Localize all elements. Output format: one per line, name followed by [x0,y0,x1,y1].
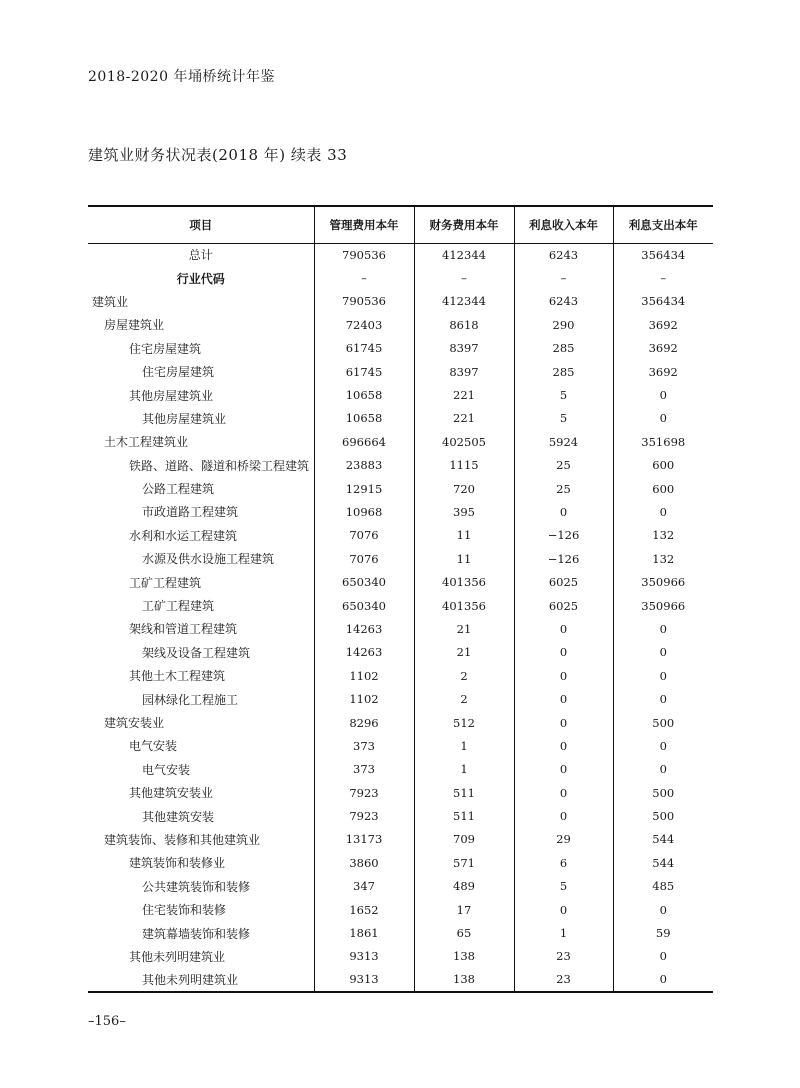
interest-income-cell: 285 [514,337,613,360]
row-label: 铁路、道路、隧道和桥梁工程建筑 [129,458,310,473]
column-header-interest-income: 利息收入本年 [514,206,613,243]
finance-expense-cell: 11 [414,524,514,547]
row-label: 总计 [188,248,213,263]
financial-table [88,205,713,993]
table-row [88,500,713,523]
table-caption: 建筑业财务状况表(2018 年) 续表 33 [88,146,348,164]
table-row [88,383,713,406]
interest-expense-cell: 500 [613,804,713,827]
interest-expense-cell: 351698 [613,430,713,453]
interest-expense-cell: 0 [613,734,713,757]
table-row [88,524,713,547]
admin-expense-cell: 13173 [314,828,414,851]
finance-expense-cell: 412344 [414,243,514,266]
admin-expense-cell: 347 [314,875,414,898]
admin-expense-cell: 61745 [314,360,414,383]
column-header-interest-expense: 利息支出本年 [613,206,713,243]
interest-income-cell: 0 [514,711,613,734]
admin-expense-cell: 9313 [314,945,414,968]
table-row [88,641,713,664]
interest-income-cell: 0 [514,898,613,921]
interest-expense-cell: 0 [613,758,713,781]
interest-income-cell: 5 [514,407,613,430]
admin-expense-cell: 10968 [314,500,414,523]
interest-expense-cell: 0 [613,687,713,710]
interest-expense-cell: 350966 [613,570,713,593]
interest-income-cell: 23 [514,968,613,991]
row-label: 建筑安装业 [104,716,165,730]
admin-expense-cell: 650340 [314,570,414,593]
row-label: 公路工程建筑 [142,482,215,497]
row-label: 行业代码 [176,271,225,286]
table-body [88,243,713,992]
interest-income-cell: 290 [514,313,613,336]
finance-expense-cell: 8397 [414,360,514,383]
interest-expense-cell: 485 [613,875,713,898]
row-label: 架线及设备工程建筑 [142,645,251,660]
admin-expense-cell: 373 [314,758,414,781]
finance-expense-cell: 489 [414,875,514,898]
finance-expense-cell: 720 [414,477,514,500]
row-label: 水源及供水设施工程建筑 [142,552,275,567]
finance-expense-cell: 401356 [414,570,514,593]
interest-expense-cell: 0 [613,898,713,921]
row-label: 园林绿化工程施工 [142,692,239,707]
interest-income-cell: 0 [514,734,613,757]
table-row [88,407,713,430]
table-row [88,477,713,500]
interest-income-cell: 6025 [514,570,613,593]
interest-expense-cell: 356434 [613,290,713,313]
interest-expense-cell: 59 [613,921,713,944]
table-row [88,875,713,898]
row-label: 工矿工程建筑 [129,575,202,590]
admin-expense-cell: 7076 [314,547,414,570]
admin-expense-cell: 3860 [314,851,414,874]
interest-income-cell: 0 [514,758,613,781]
finance-expense-cell: 1 [414,758,514,781]
interest-expense-cell: 3692 [613,360,713,383]
interest-income-cell: 0 [514,804,613,827]
table-row [88,758,713,781]
interest-income-cell: −126 [514,524,613,547]
row-label: 住宅装饰和装修 [142,903,227,918]
interest-income-cell: 5924 [514,430,613,453]
interest-income-cell: 29 [514,828,613,851]
interest-expense-cell: 600 [613,454,713,477]
admin-expense-cell: 696664 [314,430,414,453]
finance-expense-cell: 221 [414,383,514,406]
interest-expense-cell: 500 [613,781,713,804]
admin-expense-cell: 1652 [314,898,414,921]
row-label: 其他房屋建筑业 [129,388,214,403]
interest-income-cell: −126 [514,547,613,570]
admin-expense-cell: 790536 [314,243,414,266]
column-header-admin-expense: 管理费用本年 [314,206,414,243]
interest-income-cell: 6 [514,851,613,874]
table-header-row [88,206,713,243]
row-label: 建筑幕墙装饰和装修 [142,926,251,941]
finance-expense-cell: 511 [414,781,514,804]
table-row [88,828,713,851]
row-label: 住宅房屋建筑 [142,365,215,380]
table-row [88,781,713,804]
interest-expense-cell: 0 [613,500,713,523]
finance-expense-cell: 2 [414,664,514,687]
interest-income-cell: 5 [514,875,613,898]
admin-expense-cell: 14263 [314,641,414,664]
finance-expense-cell: 8618 [414,313,514,336]
table-row [88,313,713,336]
admin-expense-cell: 1102 [314,664,414,687]
interest-income-cell: 0 [514,617,613,640]
row-label: 电气安装 [129,739,178,754]
finance-expense-cell: 401356 [414,594,514,617]
interest-income-cell: 285 [514,360,613,383]
finance-expense-cell: 511 [414,804,514,827]
finance-expense-cell: 8397 [414,337,514,360]
interest-expense-cell: 350966 [613,594,713,617]
table-row [88,290,713,313]
finance-expense-cell: – [414,266,514,289]
finance-expense-cell: 395 [414,500,514,523]
table-row [88,266,713,289]
finance-expense-cell: 11 [414,547,514,570]
interest-income-cell: 23 [514,945,613,968]
admin-expense-cell: 1102 [314,687,414,710]
finance-expense-cell: 412344 [414,290,514,313]
interest-expense-cell: 0 [613,617,713,640]
finance-expense-cell: 402505 [414,430,514,453]
column-header-finance-expense: 财务费用本年 [414,206,514,243]
table-row [88,243,713,266]
admin-expense-cell: 72403 [314,313,414,336]
table-row [88,547,713,570]
interest-expense-cell: 0 [613,968,713,991]
row-label: 水利和水运工程建筑 [129,528,238,543]
interest-income-cell: 0 [514,687,613,710]
interest-income-cell: 6243 [514,290,613,313]
row-label: 其他房屋建筑业 [142,411,227,426]
interest-expense-cell: 356434 [613,243,713,266]
table-row [88,898,713,921]
row-label: 住宅房屋建筑 [129,341,202,356]
admin-expense-cell: 7923 [314,804,414,827]
interest-income-cell: 1 [514,921,613,944]
interest-expense-cell: 3692 [613,337,713,360]
row-label: 架线和管道工程建筑 [129,622,238,637]
row-label: 建筑装饰、装修和其他建筑业 [104,832,261,847]
table-row [88,430,713,453]
finance-expense-cell: 709 [414,828,514,851]
row-label: 电气安装 [142,762,191,777]
admin-expense-cell: 790536 [314,290,414,313]
interest-income-cell: 0 [514,641,613,664]
interest-expense-cell: 544 [613,828,713,851]
admin-expense-cell: 7076 [314,524,414,547]
interest-income-cell: – [514,266,613,289]
finance-expense-cell: 138 [414,945,514,968]
interest-expense-cell: 132 [613,547,713,570]
row-label: 其他土木工程建筑 [129,669,226,684]
admin-expense-cell: 7923 [314,781,414,804]
interest-expense-cell: 600 [613,477,713,500]
finance-expense-cell: 221 [414,407,514,430]
finance-expense-cell: 65 [414,921,514,944]
interest-expense-cell: 3692 [613,313,713,336]
finance-expense-cell: 21 [414,641,514,664]
table-row [88,594,713,617]
admin-expense-cell: 14263 [314,617,414,640]
finance-expense-cell: 1115 [414,454,514,477]
table-row [88,851,713,874]
admin-expense-cell: 9313 [314,968,414,991]
table-row [88,734,713,757]
interest-income-cell: 25 [514,477,613,500]
row-label: 房屋建筑业 [104,318,165,333]
interest-expense-cell: 0 [613,383,713,406]
row-label: 公共建筑装饰和装修 [142,879,251,894]
page-number: –156– [88,1014,126,1029]
row-label: 其他建筑安装 [142,809,215,824]
interest-income-cell: 0 [514,664,613,687]
table-row [88,921,713,944]
row-label: 工矿工程建筑 [142,599,215,614]
financial-table-container [88,205,713,993]
interest-income-cell: 6243 [514,243,613,266]
finance-expense-cell: 17 [414,898,514,921]
interest-income-cell: 6025 [514,594,613,617]
admin-expense-cell: 650340 [314,594,414,617]
finance-expense-cell: 571 [414,851,514,874]
column-header-item: 项目 [88,206,314,243]
table-row [88,968,713,991]
finance-expense-cell: 512 [414,711,514,734]
row-label: 土木工程建筑业 [104,435,189,450]
table-row [88,804,713,827]
admin-expense-cell: 373 [314,734,414,757]
table-row [88,570,713,593]
row-label: 其他建筑安装业 [129,786,214,801]
interest-income-cell: 0 [514,500,613,523]
table-row [88,617,713,640]
finance-expense-cell: 2 [414,687,514,710]
interest-expense-cell: 500 [613,711,713,734]
admin-expense-cell: 23883 [314,454,414,477]
admin-expense-cell: 61745 [314,337,414,360]
interest-expense-cell: 0 [613,945,713,968]
admin-expense-cell: 10658 [314,407,414,430]
yearbook-title: 2018-2020 年埇桥统计年鉴 [88,69,275,85]
table-row [88,337,713,360]
interest-expense-cell: 0 [613,641,713,664]
interest-income-cell: 25 [514,454,613,477]
finance-expense-cell: 21 [414,617,514,640]
row-label: 市政道路工程建筑 [142,505,239,520]
row-label: 建筑装饰和装修业 [129,856,226,871]
admin-expense-cell: 10658 [314,383,414,406]
table-row [88,360,713,383]
interest-expense-cell: 544 [613,851,713,874]
interest-expense-cell: 132 [613,524,713,547]
interest-expense-cell: 0 [613,407,713,430]
table-row [88,664,713,687]
row-label: 其他未列明建筑业 [129,949,226,964]
finance-expense-cell: 138 [414,968,514,991]
admin-expense-cell: – [314,266,414,289]
interest-expense-cell: – [613,266,713,289]
finance-expense-cell: 1 [414,734,514,757]
admin-expense-cell: 8296 [314,711,414,734]
interest-income-cell: 5 [514,383,613,406]
row-label: 其他未列明建筑业 [88,968,314,991]
admin-expense-cell: 1861 [314,921,414,944]
table-row [88,711,713,734]
interest-income-cell: 0 [514,781,613,804]
table-row [88,687,713,710]
table-row [88,454,713,477]
row-label: 建筑业 [92,294,129,309]
admin-expense-cell: 12915 [314,477,414,500]
table-row [88,945,713,968]
interest-expense-cell: 0 [613,664,713,687]
